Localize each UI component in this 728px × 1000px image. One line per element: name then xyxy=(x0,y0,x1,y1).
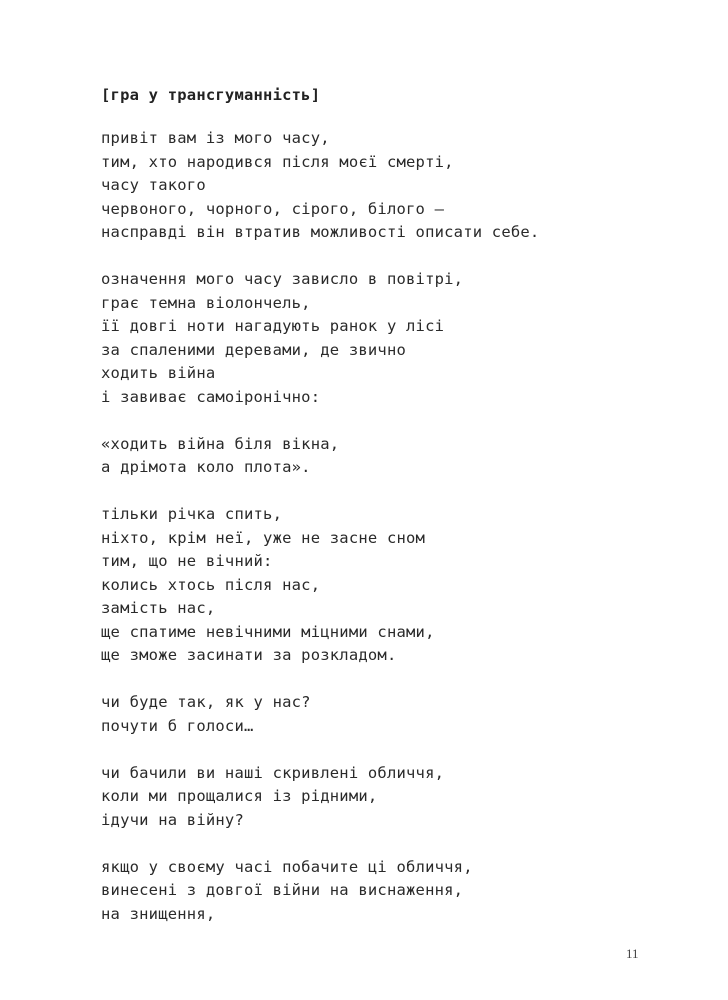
poem-line: «ходить війна біля вікна, xyxy=(101,434,340,453)
poem-line: чи бачили ви наші скривлені обличчя, xyxy=(101,763,445,782)
poem-line: на знищення, xyxy=(101,904,216,923)
poem-line: тільки річка спить, xyxy=(101,505,283,523)
poem-line: винесені з довгої війни на виснаження, xyxy=(101,881,464,899)
poem-line: ще спатиме невічними міцними снами, xyxy=(101,622,435,641)
poem-line: ідучи на війну? xyxy=(101,810,244,829)
poem-line: коли ми прощалися із рідними, xyxy=(101,787,378,805)
poem-line: ходить війна xyxy=(101,364,216,382)
poem-line: а дрімота коло плота». xyxy=(101,458,311,476)
poem-title: [гра у трансгуманність] xyxy=(101,86,321,104)
poem-line: і завиває самоіронічно: xyxy=(101,387,321,406)
poem-line: означення мого часу зависло в повітрі, xyxy=(101,270,464,288)
poem-line: привіт вам із мого часу, xyxy=(101,129,330,147)
stanza xyxy=(101,127,701,245)
poem-line: ще зможе засинати за розкладом. xyxy=(101,646,397,664)
poem-line: ніхто, крім неї, уже не засне сном xyxy=(101,528,426,547)
poem-line: грає темна віолончель, xyxy=(101,293,311,312)
stanza xyxy=(101,856,701,927)
poem-line: насправді він втратив можливості описати себе. xyxy=(101,223,540,241)
poem-line: часу такого xyxy=(101,176,206,194)
poem-line: замість нас, xyxy=(101,599,216,617)
poem-line: чи буде так, як у нас? xyxy=(101,693,311,711)
poem-line: почути б голоси… xyxy=(101,716,254,735)
stanza xyxy=(101,503,701,668)
stanza xyxy=(101,433,701,480)
poem-body xyxy=(101,127,701,950)
page-number: 11 xyxy=(626,946,639,961)
poem-line: тим, що не вічний: xyxy=(101,552,273,570)
poem-line: її довгі ноти нагадують ранок у лісі xyxy=(101,317,445,335)
stanza xyxy=(101,762,701,833)
stanza xyxy=(101,268,701,409)
poem-line: червоного, чорного, сірого, білого — xyxy=(101,199,445,218)
poem-line: за спаленими деревами, де звично xyxy=(101,340,407,359)
poem-line: тим, хто народився після моєї смерті, xyxy=(101,152,454,171)
stanza xyxy=(101,691,701,738)
poem-line: колись хтось після нас, xyxy=(101,575,321,594)
poem-line: якщо у своєму часі побачите ці обличчя, xyxy=(101,857,473,876)
